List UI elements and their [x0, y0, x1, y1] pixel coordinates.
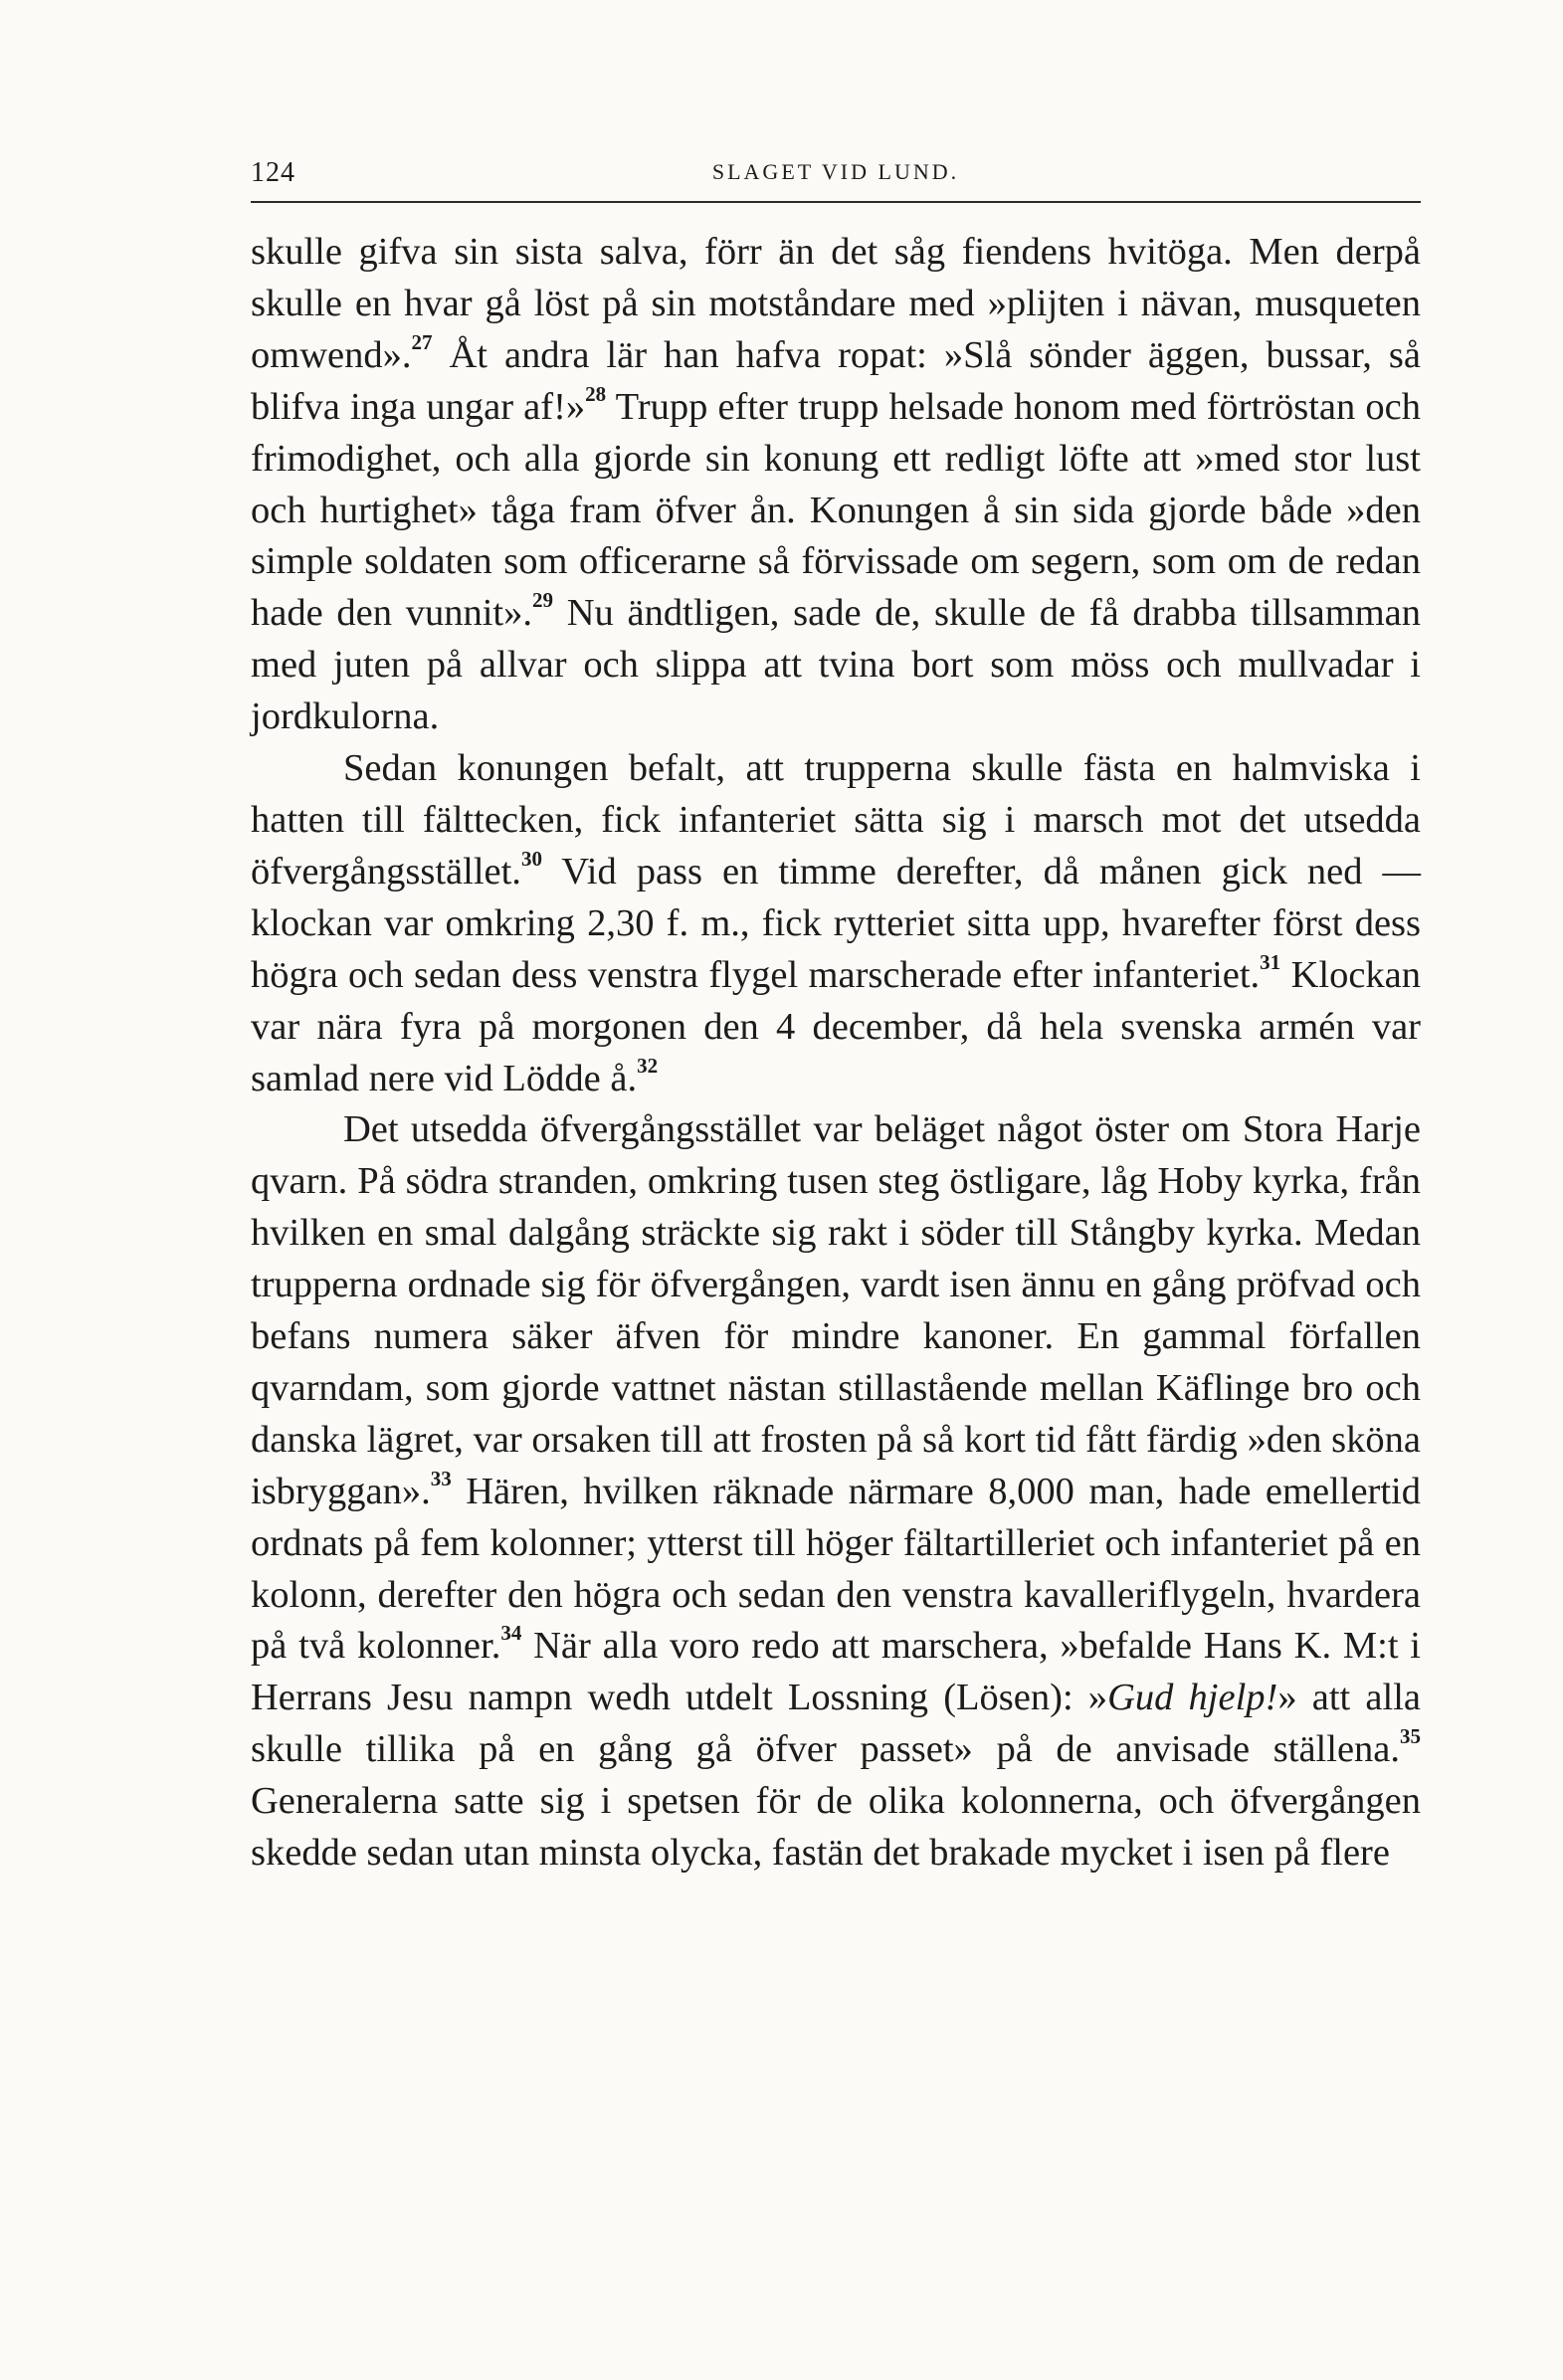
footnote-marker: 28	[585, 381, 607, 406]
text-run: Nu ändtligen, sade de, skulle de få drabba tillsamman med juten på allvar och slippa att tvina bort som möss och mullvadar i jordkulorna.	[251, 592, 1421, 738]
footnote-marker: 34	[500, 1621, 522, 1646]
text-run: När alla voro redo att marschera, »befalde Hans K. M:t i Herrans Jesu nampn wedh utdelt Lossning (Lösen): »	[251, 1625, 1422, 1719]
footnote-marker: 30	[520, 847, 542, 872]
page-number: 124	[251, 157, 295, 188]
text-run: Sedan konungen befalt, att trupperna skulle fästa en halmviska i hatten till fälttecken, fick infanteriet sätta sig i marsch mot det utsedda öfvergångsstället.	[251, 747, 1421, 892]
text-run: Det utsedda öfvergångsstället var beläget något öster om Stora Harje qvarn. På södra stranden, omkring tusen steg östligare, låg Hoby kyrka, från hvilken en smal dalgång sträckte sig rakt i söder till Stångby kyrka. Medan trupperna ordnade sig för öfvergången, vardt isen ännu en gång pröfvad och befans numera säker äfven för mindre kanoner. En gammal förfallen qvarndam, som gjorde vattnet nästan stillastående mellan Käflinge bro och danska lägret, var orsaken till att frosten på så kort tid fått färdig »den sköna isbryggan».	[251, 1108, 1421, 1512]
footnote-marker: 35	[1400, 1724, 1421, 1749]
text-run: Klockan var nära fyra på morgonen den 4 december, då hela svenska armén var samlad nere vid Lödde å.	[251, 953, 1421, 1099]
footnote-marker: 32	[637, 1053, 659, 1078]
running-title: SLAGET VID LUND.	[711, 159, 960, 184]
text-run: skulle gifva sin sista salva, förr än det såg fiendens hvitöga. Men derpå skulle en hvar gå löst på sin motståndare med »plijten i nävan, musqueten omwend».	[251, 231, 1421, 376]
paragraph	[251, 1104, 1421, 1880]
body-text	[251, 227, 1421, 1880]
footnote-marker: 27	[411, 329, 433, 354]
header-rule	[251, 201, 1421, 203]
footnote-marker: 31	[1260, 949, 1281, 974]
footnote-marker: 33	[430, 1466, 452, 1490]
text-run: Vid pass en timme derefter, då månen gick ned — klockan var omkring 2,30 f. m., fick rytteriet sitta upp, hvarefter först dess högra och sedan dess venstra flygel marscherade efter infanteriet.	[251, 850, 1421, 996]
footnote-marker: 29	[532, 588, 554, 613]
text-run: Trupp efter trupp helsade honom med förtröstan och frimodighet, och alla gjorde sin konung ett redligt löfte att »med stor lust och hurtighet» tåga fram öfver ån. Konungen å sin sida gjorde både »den simple soldaten som officerarne så förvissade om segern, som om de redan hade den vunnit».	[251, 385, 1421, 635]
text-run: » att alla skulle tillika på en gång gå öfver passet» på de anvisade ställena.	[251, 1677, 1421, 1771]
italic-text: Gud hjelp!	[1107, 1677, 1278, 1719]
page-header	[251, 157, 1421, 197]
text-run: Hären, hvilken räknade närmare 8,000 man, hade emellertid ordnats på fem kolonner; ytterst till höger fältartilleriet och infanteriet på en kolonn, derefter den högra och sedan den venstra kavalleriflygeln, hvardera på två kolonner.	[251, 1470, 1421, 1668]
text-run: Generalerna satte sig i spetsen för de olika kolonnerna, och öfvergången skedde sedan utan minsta olycka, fastän det brakade mycket i isen på flere	[251, 1780, 1421, 1875]
paragraph	[251, 227, 1421, 743]
paragraph	[251, 743, 1421, 1104]
text-run: Åt andra lär han hafva ropat: »Slå sönder äggen, bussar, så blifva inga ungar af!»	[251, 333, 1421, 428]
